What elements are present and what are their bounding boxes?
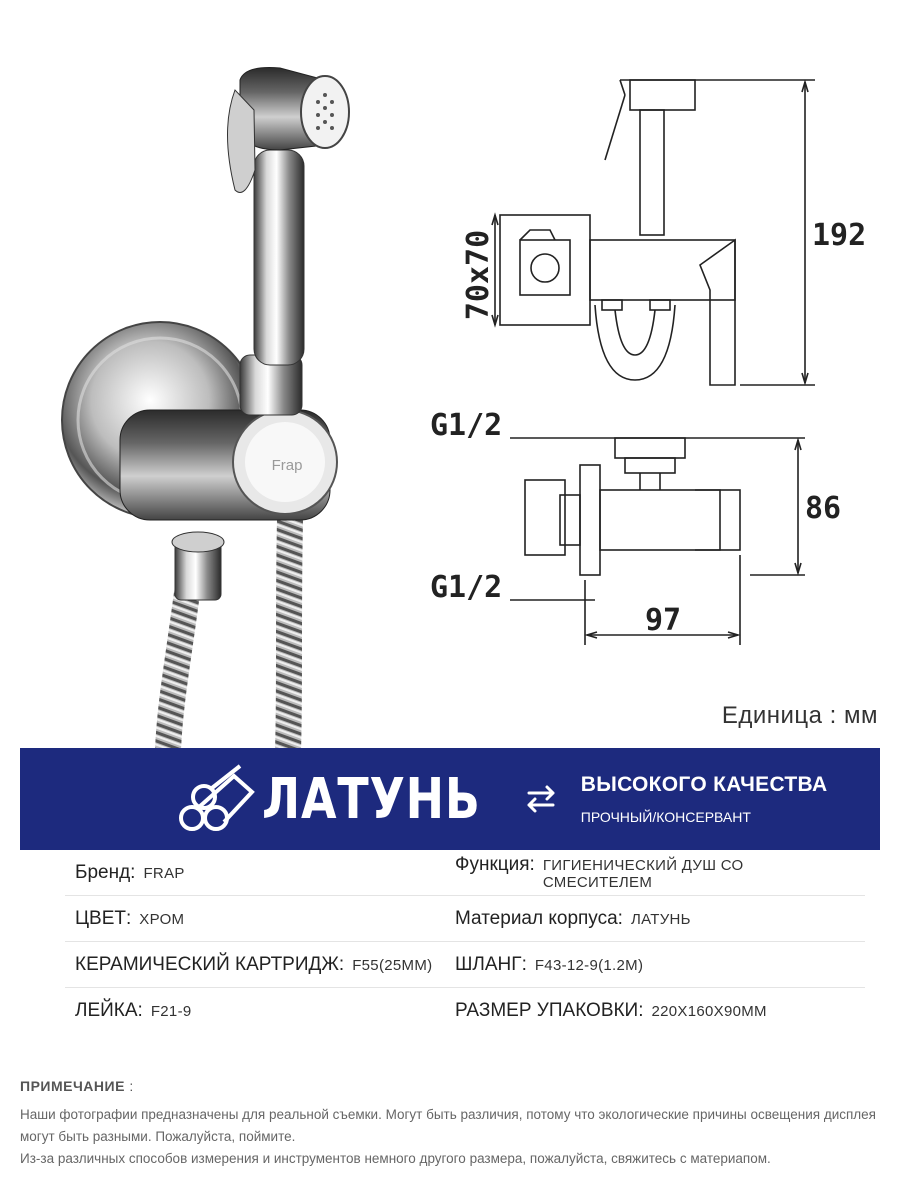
spec-value: F55(25MM) (352, 956, 433, 974)
spec-label: ЛЕЙКА: (75, 999, 143, 1021)
spec-value: ЛАТУНЬ (630, 910, 691, 928)
swap-arrows-icon (521, 779, 561, 819)
spec-label: КЕРАМИЧЕСКИЙ КАРТРИДЖ: (75, 953, 345, 975)
dim-plate-label: 70x70 (461, 229, 496, 321)
note-line: Из-за различных способов измерения и инструментов немного другого размера, пожалуйста, свяжитесь с материапом. (20, 1151, 771, 1166)
spec-value: F43-12-9(1.2M) (534, 956, 644, 974)
spec-value: FRAP (143, 864, 185, 882)
spec-value: ХРОМ (139, 910, 185, 928)
spec-label: ЦВЕТ: (75, 907, 132, 929)
spec-cell-package-size (455, 1000, 835, 1022)
spec-value: ГИГИЕНИЧЕСКИЙ ДУШ СО СМЕСИТЕЛЕМ (542, 857, 744, 891)
spec-cell-cartridge (65, 954, 455, 976)
spec-label: Бренд: (75, 861, 136, 883)
brass-pipes-icon (178, 764, 258, 834)
notes-title-text: ПРИМЕЧАНИЕ (20, 1078, 125, 1094)
product-image (40, 50, 400, 750)
thread-bottom-label: G1/2 (430, 570, 503, 605)
spec-value: 220X160X90MM (651, 1002, 767, 1020)
unit-label: Единица : мм (721, 702, 878, 729)
spec-cell-hose (455, 954, 835, 976)
notes-title-colon: : (129, 1078, 134, 1094)
spec-label: ШЛАНГ: (455, 953, 527, 975)
thread-top-label: G1/2 (430, 408, 503, 443)
quality-subtitle: ПРОЧНЫЙ/КОНСЕРВАНТ (580, 809, 751, 825)
spec-row (65, 850, 865, 896)
spec-row (65, 942, 865, 988)
dim-depth-label: 86 (805, 491, 842, 526)
brand-mark: Frap (271, 457, 303, 474)
spec-row (65, 988, 865, 1033)
note-line: Наши фотографии предназначены для реальной съемки. Могут быть различия, потому что экологические причины освещения дисплея могут быть разными. Пожалуйста, поймите. (20, 1107, 876, 1144)
spec-cell-brand (65, 862, 455, 884)
spec-table (65, 850, 865, 1033)
spec-cell-shower-head (65, 1000, 455, 1022)
quality-title: ВЫСОКОГО КАЧЕСТВА (580, 773, 828, 796)
notes-section (20, 1078, 880, 1170)
notes-title (20, 1078, 880, 1094)
spec-label: Материал корпуса: (455, 907, 623, 929)
spec-row (65, 896, 865, 942)
spec-value: F21-9 (150, 1002, 192, 1020)
spec-label: РАЗМЕР УПАКОВКИ: (455, 999, 644, 1021)
spec-cell-function (455, 854, 835, 891)
spec-label: Функция: (455, 854, 535, 875)
technical-drawing (420, 60, 890, 660)
material-title: ЛАТУНЬ (262, 766, 481, 832)
dim-height-label: 192 (812, 218, 867, 253)
dim-width-label: 97 (645, 603, 682, 638)
quality-block (581, 773, 828, 825)
spec-cell-body-material (455, 908, 835, 930)
material-banner (20, 748, 880, 850)
spec-cell-color (65, 908, 455, 930)
